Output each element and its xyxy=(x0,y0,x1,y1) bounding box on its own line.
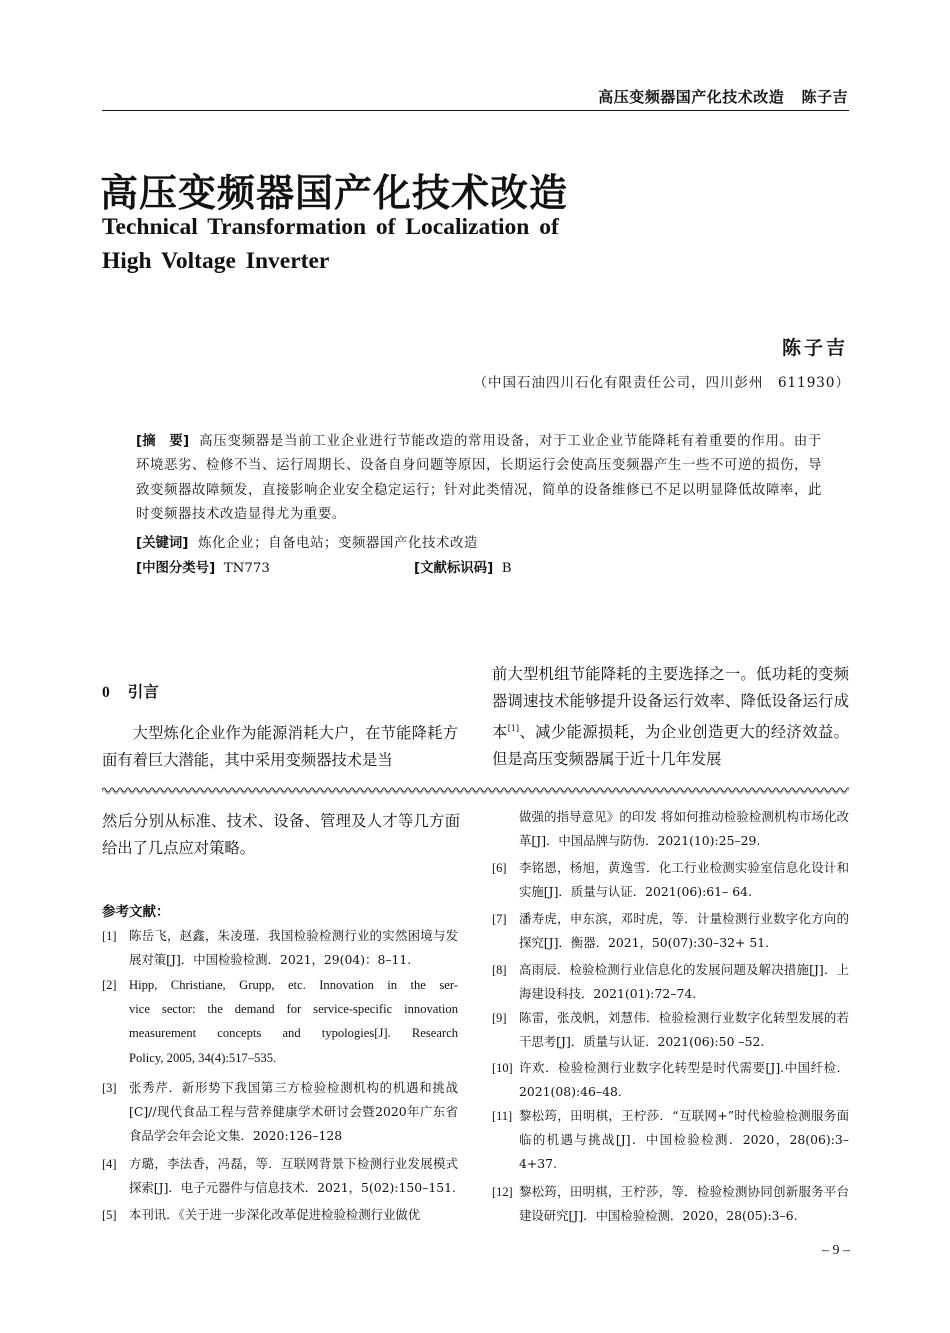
reference-text: 陈雷，张茂帆，刘慧伟．检验检测行业数字化转型发展的若干思考[J]．质量与认证．2021(06):50 –52. xyxy=(519,1010,849,1050)
reference-item-continued xyxy=(492,805,849,853)
citation-1: [1] xyxy=(507,724,520,733)
keywords xyxy=(136,532,478,551)
wavy-divider xyxy=(102,785,849,795)
section-number: 0 xyxy=(102,684,110,701)
reference-item xyxy=(102,1203,458,1227)
reference-text: 李铭恩，杨旭，黄逸雪．化工行业检测实验室信息化设计和实施[J]．质量与认证．2021(06):61– 64. xyxy=(519,860,849,900)
reference-number: [5] xyxy=(102,1208,117,1222)
title-chinese: 高压变频器国产化技术改造 xyxy=(100,170,569,215)
reference-text-line: measurement concepts and typologies[J]. Research xyxy=(129,1026,458,1041)
reference-number: [6] xyxy=(492,861,507,875)
intro-right-text-1: 前大型机组节能降耗的主要选择之一。低功耗的变频器调速技术能够提升设备运行效率、降低设备运行成本 xyxy=(492,665,849,742)
reference-text: 本刊讯．《关于进一步深化改革促进检验检测行业做优 xyxy=(129,1207,421,1222)
clc-number xyxy=(136,557,270,576)
reference-item xyxy=(102,1152,458,1200)
reference-text: 陈岳飞，赵鑫，朱凌瑾．我国检验检测行业的实然困境与发展对策[J]．中国检验检测．2021，29(04)：8–11. xyxy=(129,928,458,968)
references-heading: 参考文献： xyxy=(102,904,170,920)
reference-text-line: vice sector: the demand for service-specific innovation xyxy=(129,1002,458,1017)
reference-item xyxy=(102,924,458,972)
reference-text-line: Hipp, Christiane, Grupp, etc. Innovation in the ser- xyxy=(129,978,458,992)
abstract-label: [摘 要] xyxy=(136,434,190,449)
reference-text: 做强的指导意见》的印发 将如何推动检验检测机构市场化改革[J]．中国品牌与防伪．2021(10):25–29. xyxy=(519,809,849,849)
reference-number: [1] xyxy=(102,929,117,943)
continuation-text: 然后分别从标准、技术、设备、管理及人才等几方面给出了几点应对策略。 xyxy=(102,812,460,857)
reference-text: 黎松筠，田明棋，王柠莎．“互联网+”时代检验检测服务面临的机遇与挑战[J]．中国检验检测．2020，28(06):3–4+37. xyxy=(519,1108,849,1172)
title-english-line-1: Technical Transformation of Localization of xyxy=(102,214,559,240)
reference-number: [11] xyxy=(492,1109,513,1123)
reference-item xyxy=(492,1006,849,1054)
reference-text-line: Policy, 2005, 34(4):517–535. xyxy=(129,1050,277,1065)
reference-number: [9] xyxy=(492,1011,507,1025)
intro-right-column xyxy=(492,661,849,773)
clc-value: TN773 xyxy=(223,561,270,576)
reference-text: 方璐，李法香，冯磊，等．互联网背景下检测行业发展模式探索[J]．电子元器件与信息技术．2021，5(02):150–151. xyxy=(129,1156,458,1196)
reference-item xyxy=(492,1104,849,1177)
title-english-line-2: High Voltage Inverter xyxy=(102,248,330,274)
abstract xyxy=(136,430,822,528)
reference-item xyxy=(492,1180,849,1228)
intro-left-column: 大型炼化企业作为能源消耗大户，在节能降耗方面有着巨大潜能，其中采用变频器技术是当 xyxy=(102,724,458,769)
reference-number: [4] xyxy=(102,1157,117,1171)
header-rule xyxy=(102,110,849,111)
reference-text: 潘寿虎，申东滨，邓时虎，等．计量检测行业数字化方向的探究[J]．衡器．2021，50(07):30–32+ 51. xyxy=(519,911,849,951)
reference-item xyxy=(102,973,458,1070)
running-author: 陈子吉 xyxy=(801,88,848,106)
intro-right-text-2: 、减少能源损耗，为企业创造更大的经济效益。但是高压变频器属于近十几年发展 xyxy=(492,723,849,769)
reference-item xyxy=(102,1076,458,1149)
document-code-value: B xyxy=(501,561,512,576)
abstract-text: 高压变频器是当前工业企业进行节能改造的常用设备，对于工业企业节能降耗有着重要的作用。由于环境恶劣、检修不当、运行周期长、设备自身问题等原因，长期运行会使高压变频器产生一些不可逆的损伤，导致变频器故障频发，直接影响企业安全稳定运行；针对此类情况，简单的设备维修已不足以明显降低故障率，此时变频器技术改造显得尤为重要。 xyxy=(136,434,822,523)
keywords-label: [关键词] xyxy=(136,536,189,551)
reference-number: [8] xyxy=(492,963,507,977)
section-title: 引言 xyxy=(127,682,159,701)
reference-text: 黎松筠，田明棋，王柠莎，等．检验检测协同创新服务平台建设研究[J]．中国检验检测．2020，28(05):3–6. xyxy=(519,1184,849,1224)
page-number: – 9 – xyxy=(822,1243,850,1258)
reference-item xyxy=(492,907,849,955)
reference-number: [7] xyxy=(492,912,507,926)
reference-text: 高雨辰．检验检测行业信息化的发展问题及解决措施[J]．上海建设科技．2021(01):72–74. xyxy=(519,962,849,1002)
reference-number: [2] xyxy=(102,978,117,992)
reference-item xyxy=(492,1056,849,1104)
reference-text: 张秀芹．新形势下我国第三方检验检测机构的机遇和挑战[C]//现代食品工程与营养健康学术研讨会暨2020年广东省食品学会年会论文集．2020:126–128 xyxy=(129,1080,458,1144)
clc-label: [中图分类号] xyxy=(136,561,216,576)
author-affiliation: （中国石油四川石化有限责任公司，四川彭州 611930） xyxy=(473,375,850,391)
running-title: 高压变频器国产化技术改造 xyxy=(598,88,785,106)
author-name: 陈子吉 xyxy=(781,337,848,359)
reference-number: [3] xyxy=(102,1081,117,1095)
document-code xyxy=(414,557,512,576)
reference-item xyxy=(492,958,849,1006)
section-heading xyxy=(102,680,159,702)
reference-text: 许欢．检验检测行业数字化转型是时代需要[J].中国纤检．2021(08):46–48. xyxy=(519,1060,849,1100)
keywords-text: 炼化企业；自备电站；变频器国产化技术改造 xyxy=(198,536,478,551)
reference-item xyxy=(492,856,849,904)
title-english xyxy=(102,210,622,278)
document-code-label: [文献标识码] xyxy=(414,561,494,576)
running-header xyxy=(500,86,848,107)
reference-number: [10] xyxy=(492,1061,513,1075)
reference-number: [12] xyxy=(492,1185,513,1199)
